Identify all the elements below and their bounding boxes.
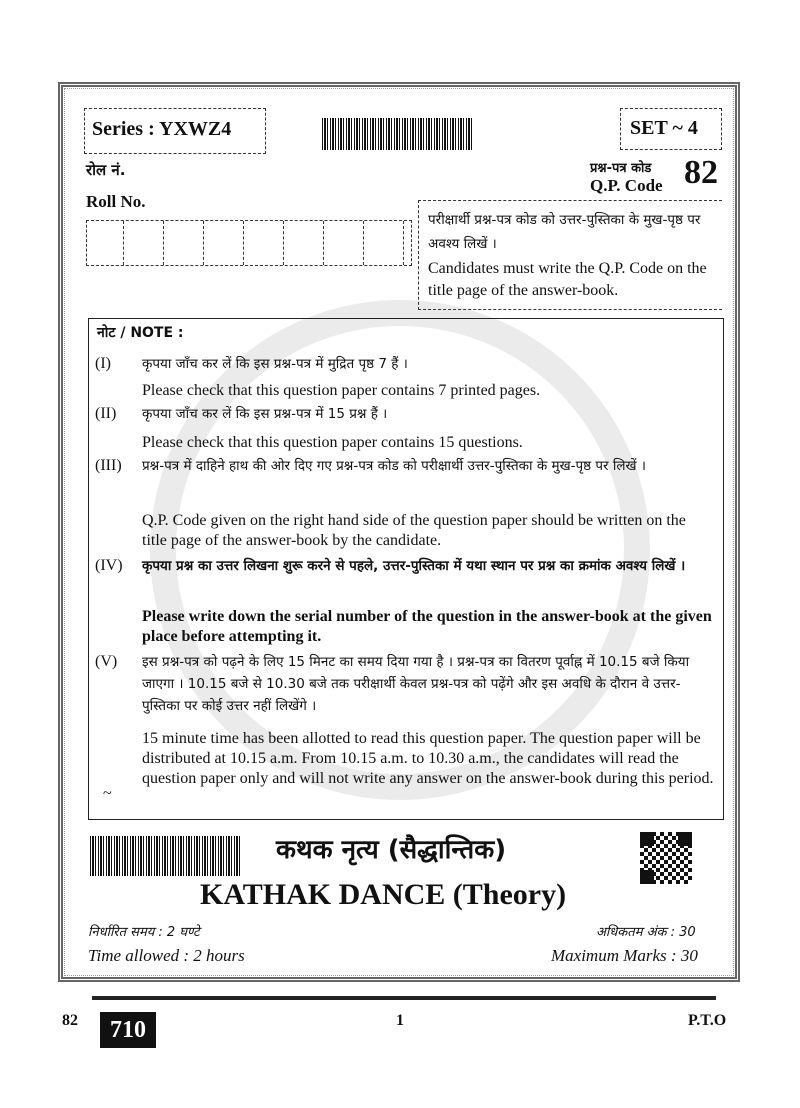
note-hi-1: कृपया जाँच कर लें कि इस प्रश्न-पत्र में मुद्रित पृष्ठ 7 हैं । [142,356,408,372]
qp-instruction-english: Candidates must write the Q.P. Code on the title page of the answer-book. [428,260,707,299]
pto-label: P.T.O [688,1012,727,1029]
barcode-top [322,118,472,150]
roll-no-label: Roll No. [86,192,146,211]
qp-code-hindi: प्रश्न-पत्र कोड [590,161,652,176]
subject-title-hindi: कथक नृत्य (सैद्धान्तिक) [276,835,507,865]
note-en-1: Please check that this question paper contains 7 printed pages. [142,382,541,399]
note-hi-3: प्रश्न-पत्र में दाहिने हाथ की ओर दिए गए प्रश्न-पत्र कोड को परीक्षार्थी उत्तर-पुस्तिका के मुख-पृष्ठ पर लिखें । [142,458,646,474]
max-marks-english: Maximum Marks : 30 [551,946,698,965]
roll-no-hindi: रोल नं. [86,161,126,179]
note-box [88,318,724,820]
set-label: SET ~ 4 [630,117,698,139]
note-en-3: Q.P. Code given on the right hand side of the question paper should be written on the title page of the answer-book by the candidate. [142,512,686,549]
note-num-5: (V) [95,653,118,670]
note-heading: नोट / NOTE : [97,325,184,341]
roll-no-boxes[interactable] [86,220,412,266]
note-num-4: (IV) [95,557,123,574]
note-hi-4: कृपया प्रश्न का उत्तर लिखना शुरू करने से पहले, उत्तर-पुस्तिका में यथा स्थान पर प्रश्न का क्रमांक अवश्य लिखें । [142,558,686,574]
note-en-4: Please write down the serial number of the question in the answer-book at the given place before attempting it. [142,608,712,645]
note-en-5: 15 minute time has been allotted to read this question paper. The question paper will be distributed at 10.15 a.m. From 10.15 a.m. to 10.30 a.m., the candidates will read the question paper only and will not write any answer on the answer-book during this period. [142,730,714,787]
footer-left-code: 82 [62,1012,78,1029]
note-num-1: (I) [95,355,111,372]
note-hi-2: कृपया जाँच कर लें कि इस प्रश्न-पत्र में 15 प्रश्न हैं । [142,406,388,422]
time-allowed-hindi: निर्धारित समय : 2 घण्टे [88,925,200,940]
note-en-2: Please check that this question paper contains 15 questions. [142,434,523,451]
qp-instruction-hindi: परीक्षार्थी प्रश्न-पत्र कोड को उत्तर-पुस्तिका के मुख-पृष्ठ पर अवश्य लिखें । [428,212,701,252]
note-tilde: ~ [103,785,112,802]
note-num-3: (III) [95,457,122,474]
qr-code-icon [640,832,692,884]
note-hi-5: इस प्रश्न-पत्र को पढ़ने के लिए 15 मिनट का समय दिया गया है । प्रश्न-पत्र का वितरण पूर्वाह्न में 10.15 बजे किया जाएगा । 10.15 बजे से 10.30 बजे तक परीक्षार्थी केवल प्रश्न-पत्र को पढ़ेंगे और इस अवधि के दौरान वे उत्तर-पुस्तिका पर कोई उत्तर नहीं लिखेंगे । [142,654,690,714]
footer-rule [92,996,716,1000]
series-label: Series : YXWZ4 [92,118,232,140]
note-num-2: (II) [95,405,117,422]
barcode-bottom [90,836,240,876]
qp-code-label: Q.P. Code [590,176,663,195]
footer-box-code: 710 [100,1012,156,1048]
time-allowed-english: Time allowed : 2 hours [88,946,245,965]
subject-title-english: KATHAK DANCE (Theory) [200,878,567,911]
page-number: 1 [396,1012,404,1029]
qp-code-value: 82 [684,154,718,191]
max-marks-hindi: अधिकतम अंक : 30 [596,925,696,940]
